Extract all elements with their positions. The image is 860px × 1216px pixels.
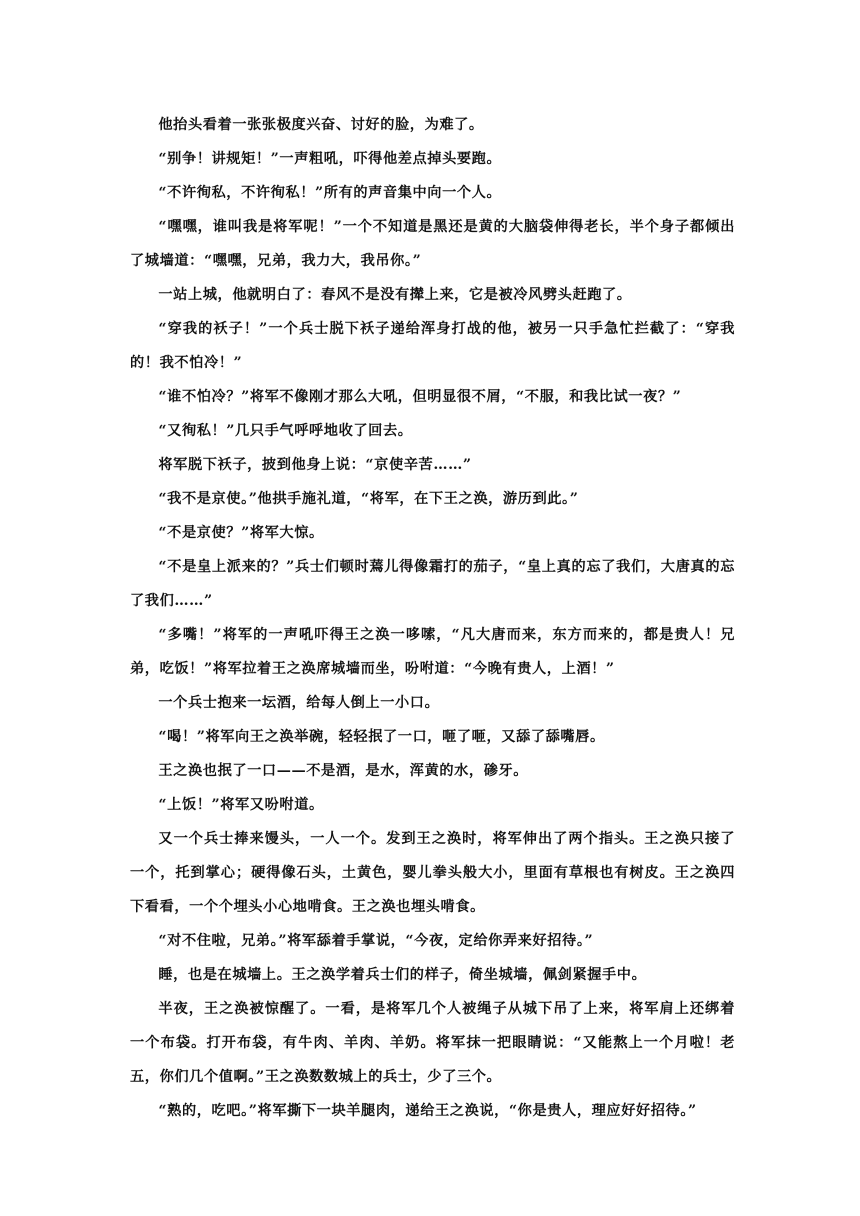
paragraph: “穿我的袄子！”一个兵士脱下袄子递给浑身打战的他，被另一只手急忙拦截了：“穿我的！我不怕冷！” xyxy=(130,321,735,371)
paragraph: “上饭！”将军又吩咐道。 xyxy=(158,797,324,813)
paragraph: “不是京使？”将军大惊。 xyxy=(158,525,324,541)
paragraph: “谁不怕冷？”将军不像刚才那么大吼，但明显很不屑，“不服，和我比试一夜？” xyxy=(158,389,682,405)
paragraph: 睡，也是在城墙上。王之涣学着兵士们的样子，倚坐城墙，佩剑紧握手中。 xyxy=(158,967,647,983)
paragraph: “熟的，吃吧。”将军撕下一块羊腿肉，递给王之涣说，“你是贵人，理应好好招待。” xyxy=(158,1103,697,1119)
paragraph: “对不住啦，兄弟。”将军舔着手掌说，“今夜，定给你弄来好招待。” xyxy=(158,933,594,949)
paragraph: “我不是京使。”他拱手施礼道，“将军，在下王之涣，游历到此。” xyxy=(158,491,579,507)
paragraph: “不许徇私，不许徇私！”所有的声音集中向一个人。 xyxy=(158,185,502,201)
paragraph: 王之涣也抿了一口——不是酒，是水，浑黄的水，碜牙。 xyxy=(158,763,529,779)
paragraph: 一站上城，他就明白了：春风不是没有撵上来，它是被冷风劈头赶跑了。 xyxy=(158,287,632,303)
paragraph: “别争！讲规矩！”一声粗吼，吓得他差点掉头要跑。 xyxy=(158,151,502,167)
paragraph: 将军脱下袄子，披到他身上说：“京使辛苦……” xyxy=(158,457,472,473)
paragraph: “又徇私！”几只手气呼呼地收了回去。 xyxy=(158,423,413,439)
story-body xyxy=(130,108,735,1128)
paragraph: “不是皇上派来的？”兵士们顿时蔫儿得像霜打的茄子，“皇上真的忘了我们，大唐真的忘了我们……” xyxy=(130,559,735,609)
paragraph: “嘿嘿，谁叫我是将军呢！”一个不知道是黑还是黄的大脑袋伸得老长，半个身子都倾出了城墙道：“嘿嘿，兄弟，我力大，我吊你。” xyxy=(130,219,735,269)
paragraph: 一个兵士抱来一坛酒，给每人倒上一小口。 xyxy=(158,695,440,711)
paragraph: 又一个兵士捧来馒头，一人一个。发到王之涣时，将军伸出了两个指头。王之涣只接了一个，托到掌心；硬得像石头，土黄色，婴儿拳头般大小，里面有草根也有树皮。王之涣四下看看，一个个埋头小心地啃食。王之涣也埋头啃食。 xyxy=(130,831,735,915)
paragraph: 他抬头看着一张张极度兴奋、讨好的脸，为难了。 xyxy=(158,117,484,133)
paragraph: 半夜，王之涣被惊醒了。一看，是将军几个人被绳子从城下吊了上来，将军肩上还绑着一个布袋。打开布袋，有牛肉、羊肉、羊奶。将军抹一把眼睛说：“又能熬上一个月啦！老五，你们几个值啊。”王之涣数数城上的兵士，少了三个。 xyxy=(130,1001,735,1085)
paragraph: “多嘴！”将军的一声吼吓得王之涣一哆嗦，“凡大唐而来，东方而来的，都是贵人！兄弟，吃饭！”将军拉着王之涣席城墙而坐，吩咐道：“今晚有贵人，上酒！” xyxy=(130,627,735,677)
paragraph: “喝！”将军向王之涣举碗，轻轻抿了一口，咂了咂，又舔了舔嘴唇。 xyxy=(158,729,605,745)
